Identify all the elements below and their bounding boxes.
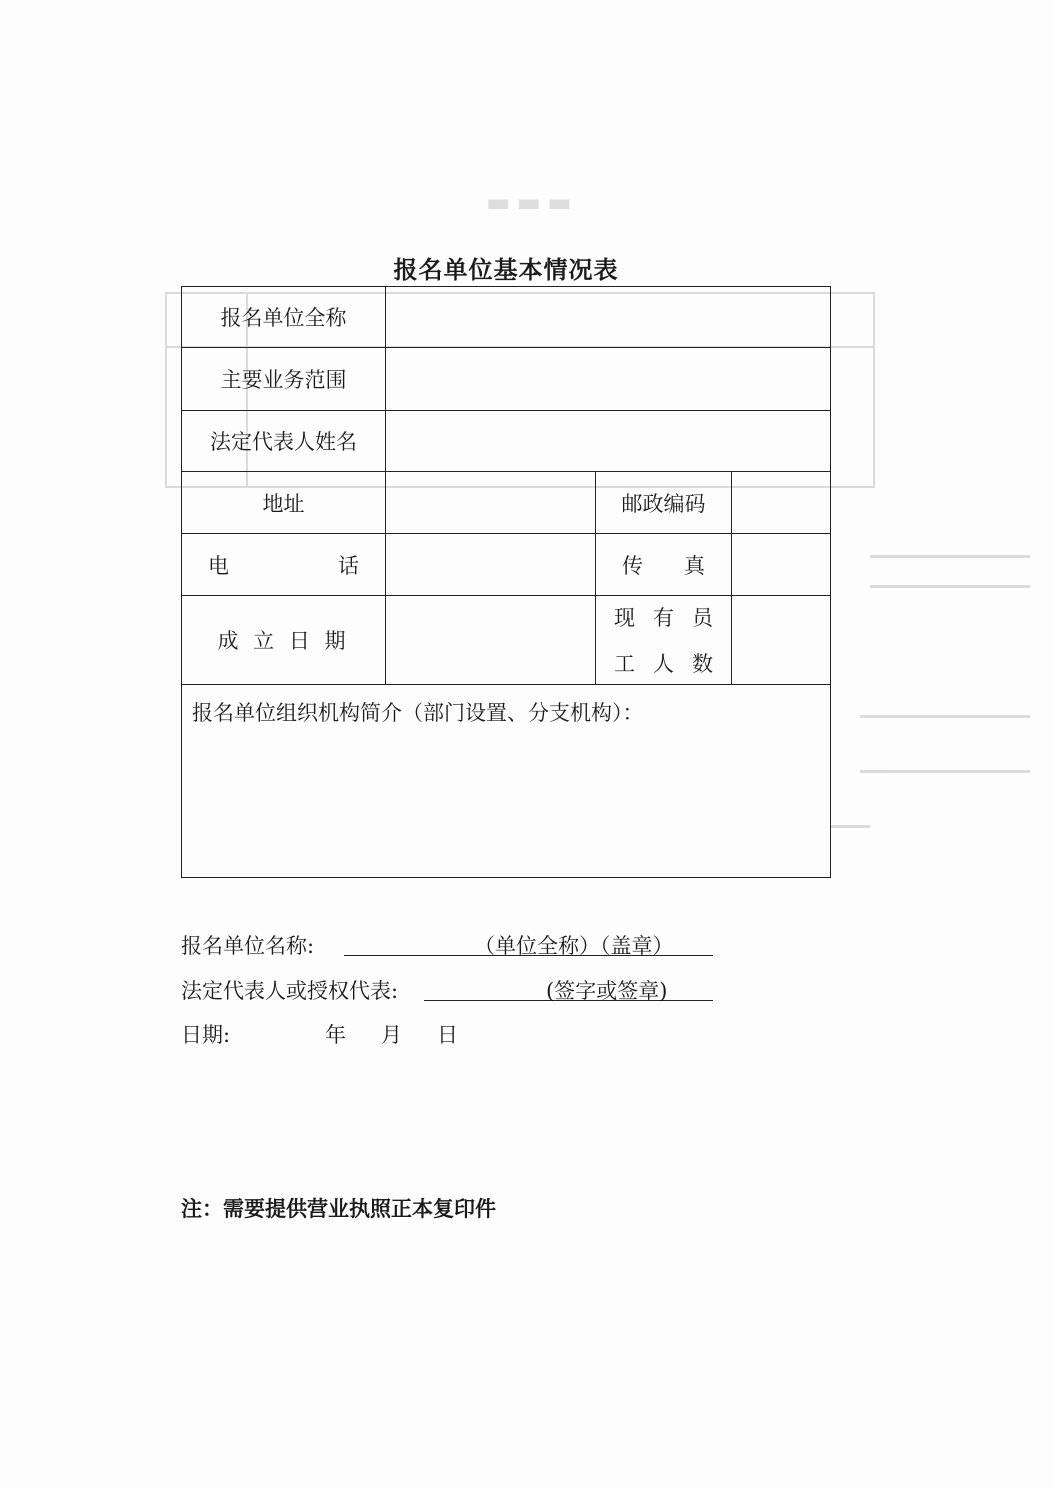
phone-field[interactable]	[386, 534, 596, 596]
employees-label-line: 工人数	[614, 652, 731, 676]
unit-name-line[interactable]	[344, 930, 713, 956]
phone-label-char: 话	[338, 553, 359, 578]
table-row	[182, 534, 831, 596]
table-row	[182, 596, 831, 685]
unit-name-hint: （单位全称）（盖章）	[474, 934, 674, 958]
legal-rep-field[interactable]	[386, 411, 831, 472]
employees-label-line: 现有员	[614, 606, 731, 630]
form-title: 报名单位基本情况表	[393, 255, 619, 284]
phone-label	[182, 534, 386, 596]
table-row	[182, 348, 831, 411]
rep-hint: (签字或签章)	[546, 979, 668, 1003]
table-row	[182, 411, 831, 472]
table-row	[182, 287, 831, 348]
date-year: 年	[325, 1023, 346, 1047]
fax-label-char: 真	[684, 553, 705, 578]
full-name-field[interactable]	[386, 287, 831, 348]
fax-label	[596, 534, 732, 596]
full-name-label: 报名单位全称	[182, 287, 386, 348]
note-text: 注：需要提供营业执照正本复印件	[181, 1196, 496, 1221]
bleed-title-mark: ▬▬▬	[480, 188, 572, 218]
phone-label-char: 电	[208, 553, 229, 578]
table-row	[182, 685, 831, 878]
date-day: 日	[437, 1023, 458, 1047]
business-scope-label: 主要业务范围	[182, 348, 386, 411]
address-label: 地址	[182, 472, 386, 534]
employees-field[interactable]	[732, 596, 831, 685]
legal-rep-label: 法定代表人姓名	[182, 411, 386, 472]
rep-line[interactable]	[424, 975, 713, 1001]
org-intro-label: 报名单位组织机构简介（部门设置、分支机构）：	[192, 701, 644, 725]
bleed-text-mark	[870, 585, 1030, 588]
info-table	[181, 286, 831, 878]
address-field[interactable]	[386, 472, 596, 534]
unit-name-label: 报名单位名称:	[181, 934, 315, 958]
date-month: 月	[381, 1023, 402, 1047]
table-row	[182, 472, 831, 534]
rep-label: 法定代表人或授权代表:	[181, 979, 399, 1003]
employees-label	[596, 596, 732, 685]
fax-field[interactable]	[732, 534, 831, 596]
established-label-text: 成 立 日 期	[217, 629, 350, 653]
bleed-text-mark	[860, 770, 1030, 773]
org-intro-field[interactable]	[182, 685, 831, 878]
bleed-text-mark	[860, 715, 1030, 718]
bleed-text-mark	[830, 825, 870, 828]
postal-code-field[interactable]	[732, 472, 831, 534]
fax-label-char: 传	[622, 553, 643, 578]
bleed-text-mark	[870, 555, 1030, 558]
established-field[interactable]	[386, 596, 596, 685]
postal-code-label: 邮政编码	[596, 472, 732, 534]
business-scope-field[interactable]	[386, 348, 831, 411]
date-label: 日期:	[181, 1023, 231, 1047]
established-label	[182, 596, 386, 685]
